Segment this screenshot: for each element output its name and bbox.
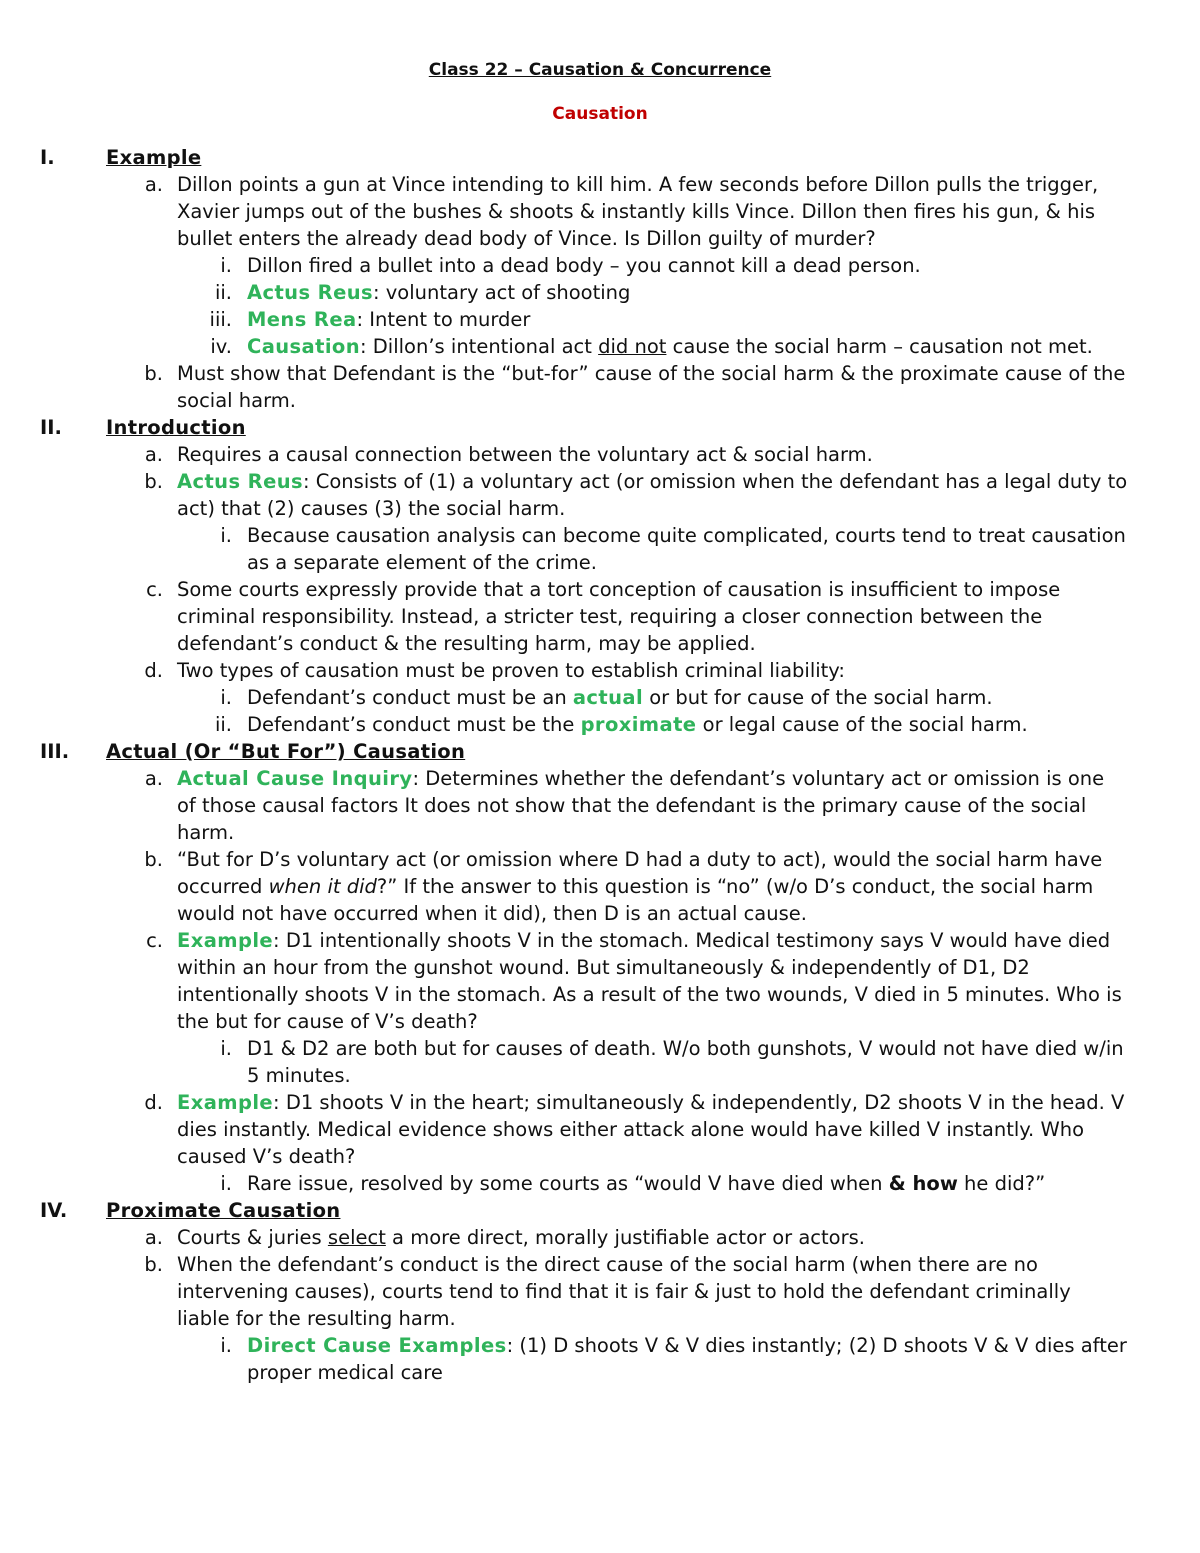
item-text: Rare issue, resolved by some courts as “would V have died when: [247, 1172, 889, 1195]
section-title: Introduction: [106, 416, 246, 439]
outline-item: [0, 1089, 1200, 1170]
outline-item: [0, 171, 1200, 252]
item-text: cause the social harm – causation not met.: [666, 335, 1093, 358]
outline-subitem: [0, 279, 1200, 306]
outline-subitem: [0, 252, 1200, 279]
section-marker: I.: [40, 146, 55, 169]
section-marker: III.: [40, 740, 70, 763]
item-text: : Consists of (1) a voluntary act (or omission when the defendant has a legal duty to act) that (2) causes (3) the social harm.: [177, 470, 1128, 520]
outline-subitem: [0, 711, 1200, 738]
item-text: or legal cause of the social harm.: [696, 713, 1028, 736]
item-marker: a.: [144, 173, 163, 196]
item-marker: a.: [144, 1226, 163, 1249]
term-highlight: actual: [572, 686, 644, 709]
item-text: : D1 shoots V in the heart; simultaneously & independently, D2 shoots V in the head. V dies instantly. Medical evidence shows either attack alone would have killed V instantly. Who caused V’s death?: [177, 1091, 1125, 1168]
section-title: Proximate Causation: [106, 1199, 341, 1222]
bold-text: & how: [888, 1172, 958, 1195]
item-marker: i.: [220, 686, 232, 709]
outline-subitem: [0, 333, 1200, 360]
term-highlight: Example: [177, 929, 274, 952]
section-heading: [0, 144, 1200, 171]
item-marker: b.: [144, 470, 163, 493]
item-marker: c.: [146, 578, 163, 601]
item-marker: d.: [144, 1091, 163, 1114]
item-marker: i.: [220, 254, 232, 277]
outline-subitem: [0, 1170, 1200, 1197]
term-highlight: Actus Reus: [177, 470, 303, 493]
italic-text: when it did: [268, 875, 377, 898]
outline-item: [0, 846, 1200, 927]
outline-subitem: [0, 1035, 1200, 1089]
item-text: When the defendant’s conduct is the direct cause of the social harm (when there are no intervening causes), courts tend to find that it is fair & just to hold the defendant criminally liable for the resulting harm.: [177, 1253, 1071, 1330]
item-text: Courts & juries: [177, 1226, 328, 1249]
outline: [0, 144, 1200, 1386]
item-marker: b.: [144, 362, 163, 385]
term-highlight: Direct Cause Examples: [247, 1334, 507, 1357]
section-heading: [0, 414, 1200, 441]
item-marker: ii.: [214, 281, 232, 304]
item-text: Dillon points a gun at Vince intending to kill him. A few seconds before Dillon pulls the trigger, Xavier jumps out of the bushes & shoots & instantly kills Vince. Dillon then fires his gun, & his bullet enters the already dead body of Vince. Is Dillon guilty of murder?: [177, 173, 1099, 250]
term-highlight: proximate: [580, 713, 697, 736]
item-text: : Dillon’s intentional act: [360, 335, 599, 358]
section-heading: [0, 1197, 1200, 1224]
outline-item: [0, 1224, 1200, 1251]
page-title: Class 22 – Causation & Concurrence: [428, 60, 772, 80]
outline-subitem: [0, 522, 1200, 576]
outline-subitem: [0, 1332, 1200, 1386]
item-text: ?” If the answer to this question is “no” (w/o D’s conduct, the social harm would not have occurred when it did), then D is an actual cause.: [177, 875, 1094, 925]
outline-item: [0, 576, 1200, 657]
term-highlight: Example: [177, 1091, 274, 1114]
section-title: Actual (Or “But For”) Causation: [106, 740, 466, 763]
item-marker: i.: [220, 1037, 232, 1060]
item-marker: c.: [146, 929, 163, 952]
item-text: Two types of causation must be proven to establish criminal liability:: [177, 659, 845, 682]
item-marker: d.: [144, 659, 163, 682]
item-text: a more direct, morally justifiable actor or actors.: [385, 1226, 865, 1249]
outline-subitem: [0, 306, 1200, 333]
outline-item: [0, 657, 1200, 684]
term-highlight: Actual Cause Inquiry: [177, 767, 413, 790]
item-text: Must show that Defendant is the “but-for” cause of the social harm & the proximate cause of the social harm.: [177, 362, 1126, 412]
item-marker: i.: [220, 1334, 232, 1357]
outline-subitem: [0, 684, 1200, 711]
item-text: : Determines whether the defendant’s voluntary act or omission is one of those causal factors It does not show that the defendant is the primary cause of the social harm.: [177, 767, 1105, 844]
section-marker: II.: [40, 416, 62, 439]
term-highlight: Mens Rea: [247, 308, 357, 331]
item-text: or but for cause of the social harm.: [643, 686, 993, 709]
outline-item: [0, 468, 1200, 522]
section-heading: [0, 738, 1200, 765]
outline-item: [0, 927, 1200, 1035]
item-marker: a.: [144, 443, 163, 466]
item-marker: iii.: [209, 308, 232, 331]
item-text: Defendant’s conduct must be an: [247, 686, 573, 709]
term-highlight: Actus Reus: [247, 281, 373, 304]
outline-item: [0, 360, 1200, 414]
underlined-text: select: [327, 1226, 386, 1249]
term-highlight: Causation: [247, 335, 361, 358]
section-title: Example: [106, 146, 202, 169]
item-text: : (1) D shoots V & V dies instantly; (2) D shoots V & V dies after proper medical care: [247, 1334, 1127, 1384]
item-text: Because causation analysis can become quite complicated, courts tend to treat causation as a separate element of the crime.: [247, 524, 1126, 574]
item-marker: iv.: [210, 335, 232, 358]
item-text: : D1 intentionally shoots V in the stomach. Medical testimony says V would have died within an hour from the gunshot wound. But simultaneously & independently of D1, D2 intentionally shoots V in the stomach. As a result of the two wounds, V died in 5 minutes. Who is the but for cause of V’s death?: [177, 929, 1122, 1033]
item-marker: i.: [220, 524, 232, 547]
page-subtitle: Causation: [552, 104, 648, 124]
outline-item: [0, 765, 1200, 846]
item-marker: b.: [144, 1253, 163, 1276]
item-text: Dillon fired a bullet into a dead body – you cannot kill a dead person.: [247, 254, 921, 277]
item-marker: i.: [220, 1172, 232, 1195]
underlined-text: did not: [598, 335, 667, 358]
item-text: “But for D’s voluntary act (or omission where D had a duty to act), would the social harm have occurred: [177, 848, 1103, 898]
item-text: Defendant’s conduct must be the: [247, 713, 581, 736]
item-text: : voluntary act of shooting: [372, 281, 631, 304]
item-text: Some courts expressly provide that a tort conception of causation is insufficient to impose criminal responsibility. Instead, a stricter test, requiring a closer connection between the defendant’s conduct & the resulting harm, may be applied.: [177, 578, 1061, 655]
item-marker: a.: [144, 767, 163, 790]
section-marker: IV.: [40, 1199, 68, 1222]
item-marker: ii.: [214, 713, 232, 736]
item-text: Requires a causal connection between the voluntary act & social harm.: [177, 443, 873, 466]
item-text: he did?”: [957, 1172, 1046, 1195]
item-text: : Intent to murder: [356, 308, 531, 331]
item-text: D1 & D2 are both but for causes of death. W/o both gunshots, V would not have died w/in 5 minutes.: [247, 1037, 1124, 1087]
outline-item: [0, 1251, 1200, 1332]
outline-item: [0, 441, 1200, 468]
item-marker: b.: [144, 848, 163, 871]
